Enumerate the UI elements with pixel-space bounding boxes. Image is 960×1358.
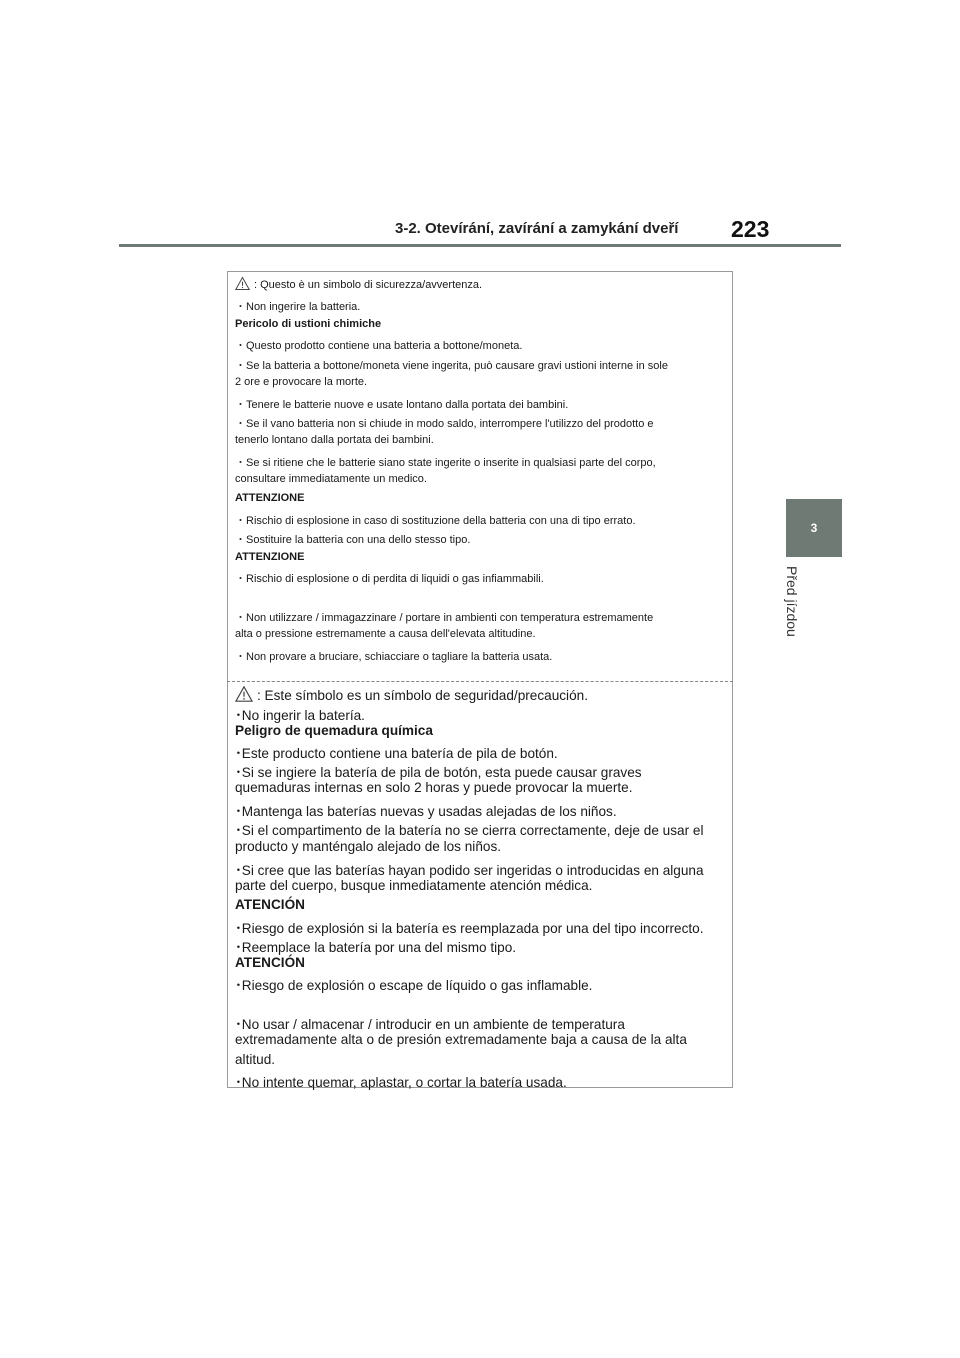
line-text: ・Non ingerire la batteria. [235,301,361,313]
line-text: ･Este producto contiene una batería de pila de botón. [235,746,558,761]
line-text: ･Riesgo de explosión o escape de líquido o gas inflamable. [235,978,593,993]
chapter-label: Před jízdou [784,566,800,637]
text-line [235,1032,687,1047]
line-text: ATENCIÓN [235,897,305,912]
warning-triangle-icon [235,276,250,294]
section-heading [235,492,304,504]
text-line [235,531,470,547]
text-line [235,357,668,373]
line-text: extremadamente alta o de presión extremadamente baja a causa de la alta [235,1032,687,1047]
text-line [235,761,642,781]
text-line [235,298,360,314]
warning-triangle-icon [235,685,253,706]
line-text: alta o pressione estremamente a causa dell'elevata altitudine. [235,628,536,640]
line-text: ・Se il vano batteria non si chiude in modo saldo, interrompere l'utilizzo del prodotto e [235,418,654,430]
text-line [235,454,656,470]
line-text: 2 ore e provocare la morte. [235,376,368,388]
section-title: 3-2. Otevírání, zavírání a zamykání dveří [395,220,679,237]
line-text: producto y manténgalo alejado de los niños. [235,839,502,854]
section-heading [235,318,381,330]
text-line [235,415,654,431]
line-text: ・Non utilizzare / immagazzinare / portare in ambienti con temperatura estremamente [235,612,654,624]
chapter-label-wrap [780,566,800,656]
line-text: ･Riesgo de explosión si la batería es reemplazada por una del tipo incorrecto. [235,921,704,936]
line-text: ･No usar / almacenar / introducir en un ambiente de temperatura [235,1017,625,1032]
text-line [235,800,617,820]
section-heading [235,723,433,738]
text-line [235,780,632,795]
line-text: parte del cuerpo, busque inmediatamente atención médica. [235,878,593,893]
line-text: ATTENZIONE [235,551,305,563]
line-text: : Este símbolo es un símbolo de seguridad/precaución. [257,688,588,703]
line-text: ATTENZIONE [235,492,305,504]
text-line [235,878,592,893]
line-text: Pericolo di ustioni chimiche [235,318,382,330]
chapter-tab [786,499,842,557]
line-text: ･Reemplace la batería por una del mismo tipo. [235,940,517,955]
text-line [235,376,367,388]
text-line [235,337,522,353]
text-line [235,859,704,879]
line-text: ・Questo prodotto contiene una batteria a bottone/moneta. [235,340,523,352]
line-text: consultare immediatamente un medico. [235,473,427,485]
section-heading [235,897,305,912]
line-text: ･Si el compartimento de la batería no se cierra correctamente, deje de usar el [235,823,704,838]
section-heading [235,955,305,970]
line-text: ・Non provare a bruciare, schiacciare o tagliare la batteria usata. [235,651,553,663]
text-line [235,512,636,528]
text-line [235,917,704,937]
line-text: tenerlo lontano dalla portata dei bambini. [235,434,434,446]
text-line [235,685,588,706]
header-rule [119,244,841,247]
line-text: : Questo è un simbolo di sicurezza/avvertenza. [254,279,483,291]
page-header [395,216,775,246]
text-line [235,974,592,994]
line-text: ･Si cree que las baterías hayan podido ser ingeridas o introducidas en alguna [235,863,704,878]
text-line [235,704,365,724]
text-line [235,628,536,640]
spanish-warning-box [227,681,733,1088]
chapter-number: 3 [810,521,818,535]
line-text: ・Se la batteria a bottone/moneta viene ingerita, può causare gravi ustioni interne in sole [235,360,668,372]
line-text: ・Se si ritiene che le batterie siano state ingerite o inserite in qualsiasi parte del corpo, [235,457,656,469]
text-line [235,819,703,839]
line-text: Peligro de quemadura química [235,723,433,738]
text-line [235,473,427,485]
section-heading [235,551,304,563]
line-text: ・Rischio di esplosione in caso di sostituzione della batteria con una di tipo errato. [235,515,636,527]
text-line [235,609,653,625]
italian-warning-box [227,271,733,682]
line-text: quemaduras internas en solo 2 horas y puede provocar la muerte. [235,780,633,795]
line-text: ・Sostituire la batteria con una dello stesso tipo. [235,534,471,546]
text-line [235,1071,567,1091]
line-text: ATENCIÓN [235,955,305,970]
text-line [235,434,434,446]
text-line [235,936,516,956]
line-text: ･No intente quemar, aplastar, o cortar la batería usada. [235,1075,567,1090]
line-text: ・Tenere le batterie nuove e usate lontano dalla portata dei bambini. [235,399,569,411]
line-text: ・Rischio di esplosione o di perdita di liquidi o gas infiammabili. [235,573,544,585]
text-line [235,396,568,412]
line-text: ･Si se ingiere la batería de pila de botón, esta puede causar graves [235,765,642,780]
line-text: altitud. [235,1052,276,1067]
text-line [235,276,482,294]
text-line [235,1052,275,1067]
text-line [235,570,544,586]
text-line [235,1013,625,1033]
line-text: ･Mantenga las baterías nuevas y usadas alejadas de los niños. [235,804,617,819]
text-line [235,742,558,762]
line-text: ･No ingerir la batería. [235,708,365,723]
page-number: 223 [731,216,770,242]
text-line [235,839,501,854]
text-line [235,648,552,664]
